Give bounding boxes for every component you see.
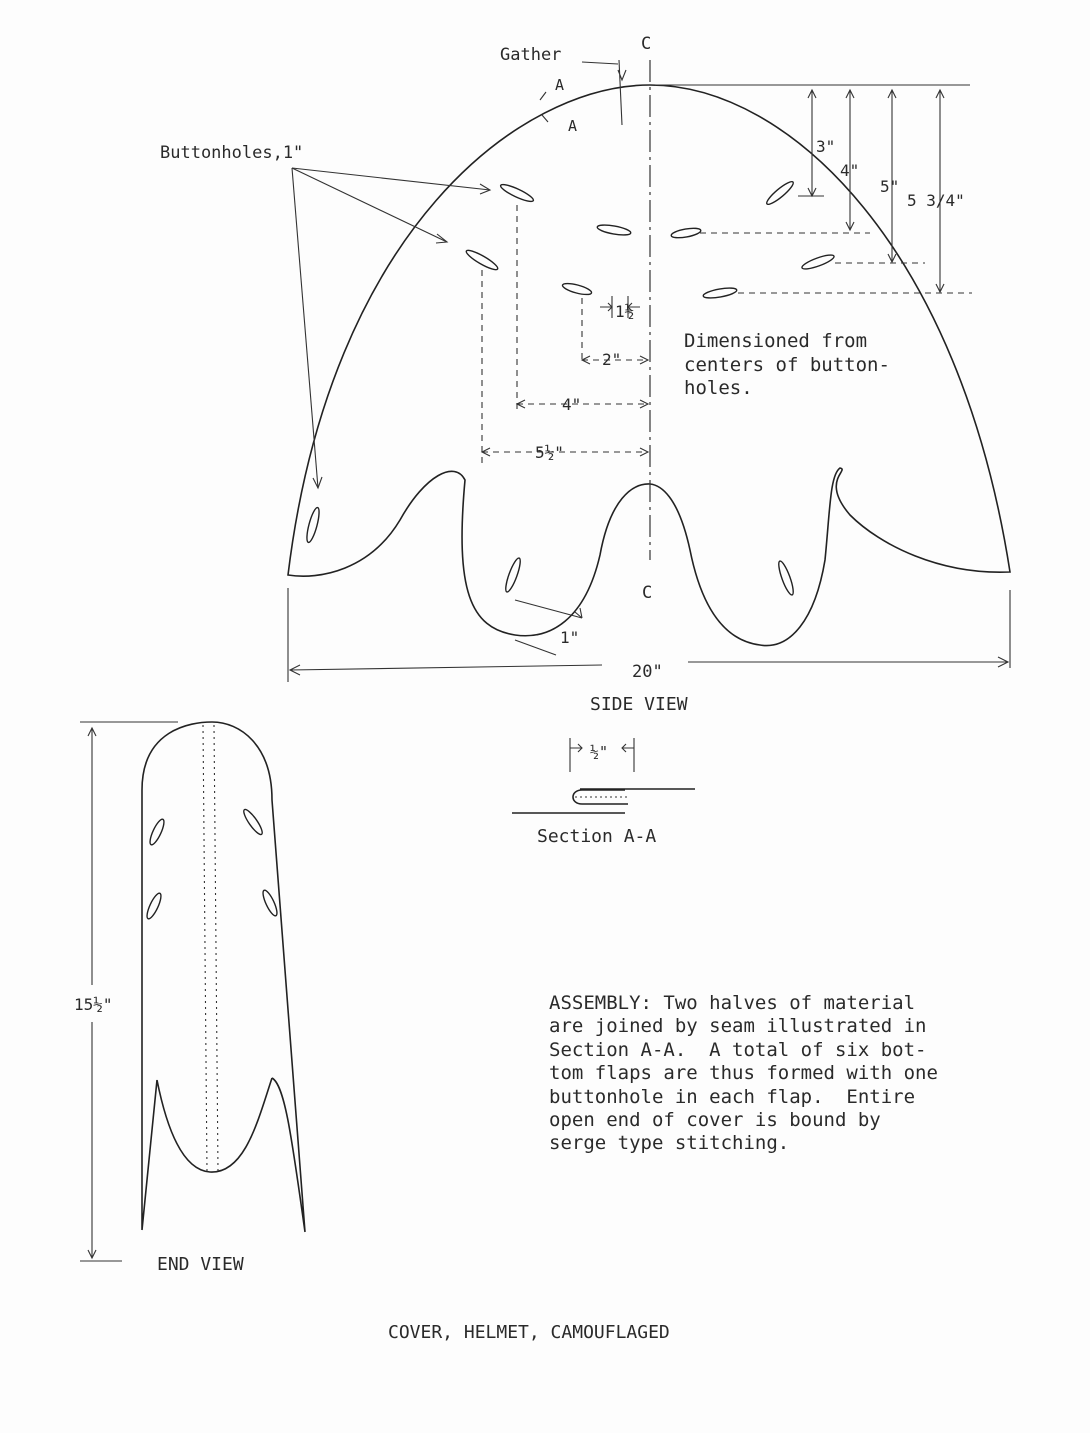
buttonhole-icon <box>671 226 702 239</box>
end-view-buttonholes <box>144 807 279 920</box>
label-c-bottom: C <box>642 583 653 603</box>
end-view-dim-height: 15½" <box>74 995 113 1014</box>
section-caption: Section A-A <box>537 826 657 847</box>
buttonhole-icon <box>464 248 499 273</box>
end-view-outline <box>142 722 305 1232</box>
buttonhole-icon <box>147 818 166 847</box>
vertical-dimension-lines <box>655 85 972 293</box>
buttonhole-icon <box>144 892 163 921</box>
dim-5-half: 5½" <box>535 443 564 462</box>
gather-arrow <box>618 60 626 125</box>
side-view-outline <box>288 85 1010 646</box>
buttonhole-icon <box>260 889 279 918</box>
label-a-bottom: A <box>568 117 578 135</box>
buttonhole-icon <box>304 507 321 544</box>
dim-4-right: 4" <box>840 161 860 180</box>
drawing-title: COVER, HELMET, CAMOUFLAGED <box>388 1322 670 1343</box>
dim-5: 5" <box>880 177 900 196</box>
label-gather: Gather <box>500 45 562 65</box>
gather-leader <box>582 62 618 64</box>
buttonhole-icon <box>801 252 836 271</box>
end-view-height-dimension <box>80 722 178 1261</box>
horizontal-dimension-lines <box>482 205 648 465</box>
section-cut-mark <box>540 92 548 122</box>
buttonhole-leaders <box>292 168 490 488</box>
buttonhole-icon <box>499 182 535 204</box>
label-c-top: C <box>641 34 652 54</box>
buttonhole-icon <box>776 560 796 597</box>
label-a-top: A <box>555 76 565 94</box>
buttonhole-icon <box>241 807 265 836</box>
buttonhole-icon <box>597 223 632 237</box>
assembly-note: ASSEMBLY: Two halves of material are joined by seam illustrated in Section A-A. A total of six bot- tom flaps are thus formed with one buttonhole in each flap. Entire open end of cover is bound by serge type stitching. <box>549 992 938 1155</box>
dim-1: 1" <box>560 628 580 647</box>
dimension-note: Dimensioned from centers of button- holes. <box>684 330 890 399</box>
dim-2: 2" <box>602 350 622 369</box>
buttonhole-icon <box>764 179 795 207</box>
label-buttonholes: Buttonholes,1" <box>160 143 304 163</box>
end-view-seam <box>203 725 207 1172</box>
dim-5-3-4: 5 3/4" <box>907 191 965 210</box>
buttonhole-icon <box>503 557 523 594</box>
dim-4: 4" <box>562 395 582 414</box>
dim-3: 3" <box>816 137 836 156</box>
dim-20: 20" <box>632 662 663 682</box>
buttonhole-icon <box>561 281 592 296</box>
section-dim-half: ½" <box>590 743 609 761</box>
side-view-caption: SIDE VIEW <box>590 694 688 715</box>
buttonhole-icon <box>703 286 738 300</box>
dim-1-half: 1½ <box>615 302 635 321</box>
end-view-seam <box>214 725 218 1172</box>
end-view-caption: END VIEW <box>157 1254 244 1275</box>
